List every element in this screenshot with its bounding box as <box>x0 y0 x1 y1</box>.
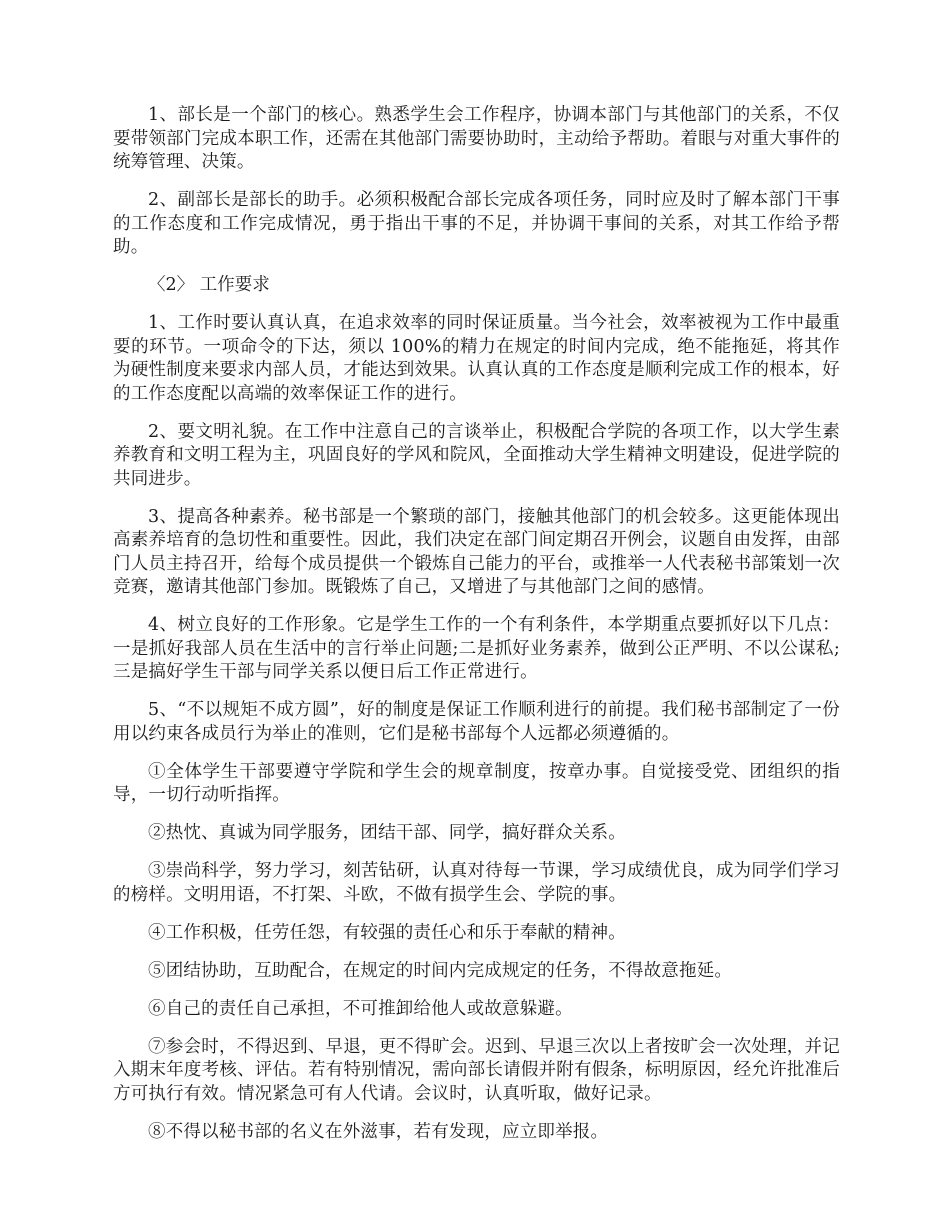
paragraph-requirement-2: 2、要文明礼貌。在工作中注意自己的言谈举止，积极配合学院的各项工作，以大学生素养教育和文明工程为主，巩固良好的学风和院风，全面推动大学生精神文明建设，促进学院的共同进步。 <box>113 421 840 489</box>
rule-item-4: ④工作积极，任劳任怨，有较强的责任心和乐于奉献的精神。 <box>148 922 626 943</box>
paragraph-requirement-5: 5、“不以规矩不成方圆”，好的制度是保证工作顺利进行的前提。我们秘书部制定了一份用以约束各成员行为举止的准则，它们是秘书部每个人远都必须遵循的。 <box>113 700 840 744</box>
rule-item-3: ③崇尚科学，努力学习，刻苦钻研，认真对待每一节课，学习成绩优良，成为同学们学习的榜样。文明用语，不打架、斗欧，不做有损学生会、学院的事。 <box>113 861 840 905</box>
document-body <box>113 104 840 1159</box>
paragraph-requirement-3: 3、提高各种素养。秘书部是一个繁琐的部门，接触其他部门的机会较多。这更能体现出高素养培育的急切性和重要性。因此，我们决定在部门间定期召开例会，议题自由发挥，由部门人员主持召开，给每个成员提供一个锻炼自己能力的平台，或推举一人代表秘书部策划一次竞赛，邀请其他部门参加。既锻炼了自己，又增进了与其他部门之间的感情。 <box>113 506 840 597</box>
rule-item-8: ⑧不得以秘书部的名义在外滋事，若有发现，应立即举报。 <box>148 1121 609 1142</box>
paragraph-minister-role: 1、部长是一个部门的核心。熟悉学生会工作程序，协调本部门与其他部门的关系，不仅要带领部门完成本职工作，还需在其他部门需要协助时，主动给予帮助。着眼与对重大事件的统筹管理、决策。 <box>113 105 840 172</box>
rule-item-1: ①全体学生干部要遵守学院和学生会的规章制度，按章办事。自觉接受党、团组织的指导，一切行动听指挥。 <box>113 761 840 805</box>
paragraph-requirement-4: 4、树立良好的工作形象。它是学生工作的一个有利条件，本学期重点要抓好以下几点：一是抓好我部人员在生活中的言行举止问题;二是抓好业务素养，做到公正严明、不以公谋私;三是搞好学生干部与同学关系以便日后工作正常进行。 <box>113 615 840 682</box>
rule-item-5: ⑤团结协助，互助配合，在规定的时间内完成规定的任务，不得故意拖延。 <box>148 960 733 981</box>
rule-item-6: ⑥自己的责任自己承担，不可推卸给他人或故意躲避。 <box>148 998 573 1019</box>
rule-item-2: ②热忱、真诚为同学服务，团结干部、同学，搞好群众关系。 <box>148 823 626 843</box>
section-heading-work-requirements: 〈2〉 工作要求 <box>148 275 270 295</box>
rule-item-7: ⑦参会时，不得迟到、早退，更不得旷会。迟到、早退三次以上者按旷会一次处理，并记入期末年度考核、评估。若有特别情况，需向部长请假并附有假条，标明原因，经允许批准后方可执行有效。情况紧急可有人代请。会议时，认真听取，做好记录。 <box>113 1036 840 1104</box>
paragraph-requirement-1: 1、工作时要认真认真，在追求效率的同时保证质量。当今社会，效率被视为工作中最重要的环节。一项命令的下达，须以 100%的精力在规定的时间内完成，绝不能拖延，将其作为硬性制度来要求内部人员，才能达到效果。认真认真的工作态度是顺利完成工作的根本，好的工作态度配以高端的效率保证工作的进行。 <box>113 313 840 404</box>
paragraph-vice-minister-role: 2、副部长是部长的助手。必须积极配合部长完成各项任务，同时应及时了解本部门干事的工作态度和工作完成情况，勇于指出干事的不足，并协调干事间的关系，对其工作给予帮助。 <box>113 190 840 257</box>
